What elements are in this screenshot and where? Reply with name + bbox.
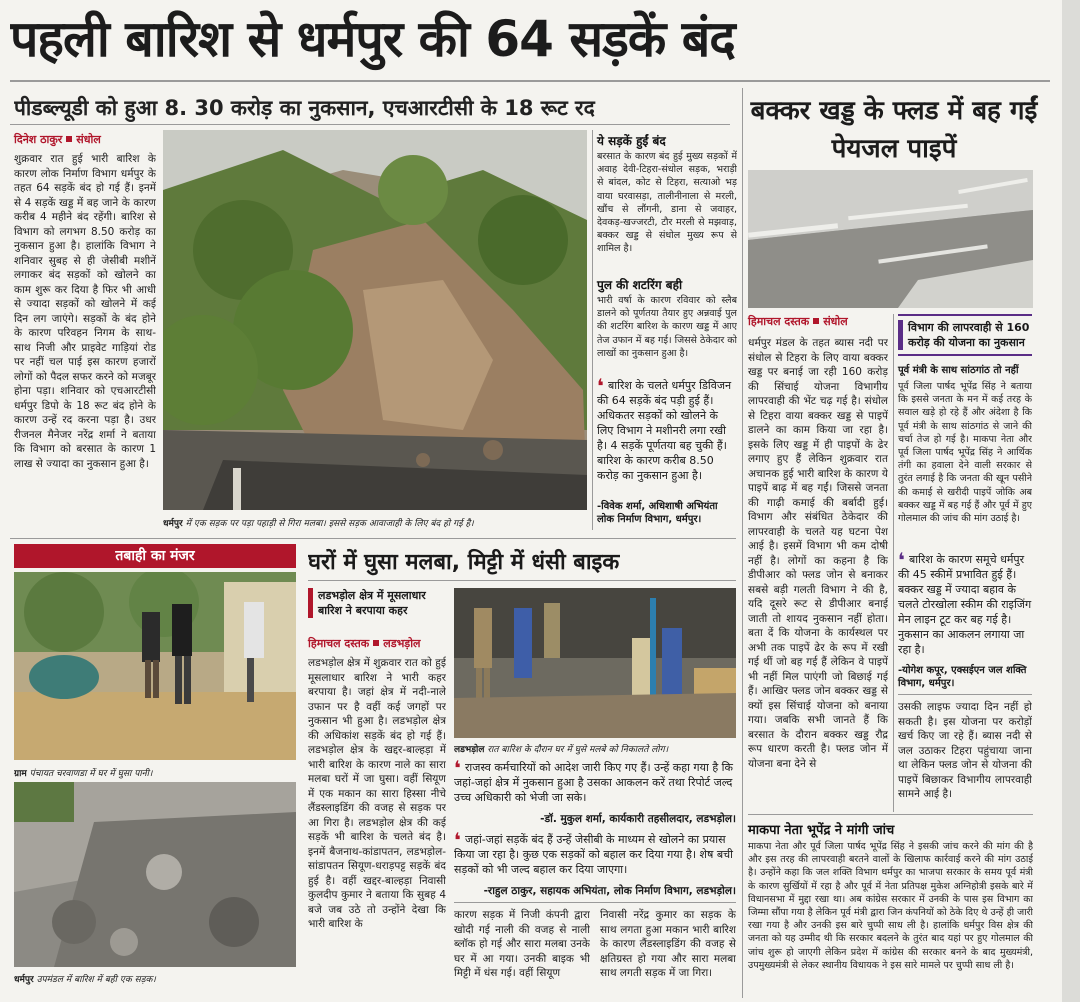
ladbhadol-col2-text: कारण सड़क में निजी कंपनी द्वारा खोदी गई नाली की वजह से नाली ब्लॉक हो गई और सारा मलबा उनके घर में आ गया। उनकी बाइक भी मिट्टी में धंस गई। वहीं सियूण (454, 909, 590, 979)
subhead-rule (10, 124, 730, 125)
box-title-rule (898, 354, 1032, 356)
photo1-caption (163, 516, 587, 529)
roads-section-title: ये सड़कें हुईं बंद (597, 134, 666, 148)
cpi-top-rule (748, 814, 1033, 815)
ladbhadol-story-text: लडभड़ोल क्षेत्र में शुक्रवार रात को हुई मूसलाधार बारिश ने भारी कहर बरपाया है। जहां क्षेत्र में नदी-नाले उफान पर है वहीं कई जगहों पर नुकसान भी हुआ है। लडभड़ोल क्षेत्र की अधिकांश सड़कें बंद हो गई हैं। लडभड़ोल क्षेत्र के खद्दर-बाल्हड़ा में भारी बारिश के कारण नाले का सारा मलबा घरों में जा घुसा। वहीं सियूण में एक मकान का सारा हिस्सा नीचे लैंडस्लाइडिंग की वजह से सड़क पर आ गिरा है। लडभड़ोल क्षेत्र की कई सड़कें भी बारिश के चलते बंद है। इनमें बैजनाथ-कांडापतन, लडभड़ोल-सांडापतन सियूण-धराड़पट्ट सड़कें बंद हुई है। वहीं खद्दर-बाल्हड़ा निवासी कुलदीप कुमार ने बताया कि सुबह 4 बजे जब उठे तो उन्होंने देखा कि भारी बारिश के (308, 657, 446, 930)
photo-flooded-house (14, 572, 296, 760)
column-separator (742, 88, 743, 998)
cpi-story-text: माकपा नेता और पूर्व जिला पार्षद भूपेंद्र सिंह ने इसकी जांच करने की मांग की है और इस तरह की लापरवाही बरतने वालों के खिलाफ कार्रवाई करने की मांग उठाई है। उन्होंने कहा कि जल शक्ति विभाग धर्मपुर का भाजपा सरकार के समय पूर्व मंत्री के कारण सुर्खियों में रहा है और पूर्व में नेता प्रतिपक्ष मुकेश अग्निहोत्री इसके बारे में विधानसभा में मुद्दा रखा था। अब कांग्रेस सरकार में उनकी के पास इस विभाग का जिम्मा सौंपा गया है लेकिन पूर्व मंत्री द्वारा जिन कंपनियों को ठेके दिए थे उन्हें ही जारी रखा गया है और उनकी इस बारे चुप्पी साध ली है। हालांकि धर्मपुर विस क्षेत्र की जनता को यह उम्मीद थी कि सरकार बदलने के तुरंत बाद यहां पर हुए गोलमाल की जांच शुरू हो जाएगी लेकिन प्रदेश में कांग्रेस की सरकार बनने के बाद मुख्यमंत्री, उपमुख्यमंत्री से लेकर स्थानीय विधायक ने इस सारे मामले पर चुप्पी साध ली है। (748, 841, 1033, 971)
caption3-text: उपमंडल में बारिश में बही एक सड़क। (36, 975, 156, 985)
photo-debris-house (454, 588, 736, 738)
box-bottom-rule (898, 694, 1032, 695)
quote-rahul (454, 832, 736, 880)
byline-square-icon (66, 136, 72, 142)
ladbhadol-byline (308, 636, 421, 651)
page-edge (1062, 0, 1080, 1002)
box-story-title: विभाग की लापरवाही से 160 करोड़ की योजना का नुकसान (898, 320, 1032, 350)
ladbhadol-kicker: लडभड़ोल क्षेत्र में मूसलाधार बारिश ने बरपाया कहर (308, 588, 446, 618)
landslide-photo-illustration (163, 130, 587, 510)
caption-place: धर्मपुर (163, 519, 183, 529)
quote-rahul-text: जहां-जहां सड़कें बंद हैं उन्हें जेसीबी के माध्यम से खोलने का प्रयास किया जा रहा है। कुछ एक सड़कों को बहाल कर दिया गया है। शेष बची सड़कों को भी जल्द बहाल कर दिया जाएगा। (454, 833, 733, 876)
ladbhadol-headline: घरों में घुसा मलबा, मिट्टी में धंसी बाइक (308, 550, 620, 575)
column-separator (893, 314, 894, 812)
byline-place: संधोल (76, 133, 101, 146)
ladbhadol-byline-square-icon (373, 640, 379, 646)
caption4-text: रात बारिश के दौरान घर में घुसे मलबे को निकालते लोग। (487, 745, 669, 755)
rahul-quote-mark-icon: ❛ (454, 832, 461, 852)
headline-rule (10, 80, 1050, 82)
side-story-headline: बक्कर खड्ड के फ्लड में बह गईं पेयजल पाइपें (750, 96, 1038, 164)
ladbhadol-byline-place: लडभड़ोल (383, 637, 421, 650)
ladbhadol-byline-name: हिमाचल दस्तक (308, 637, 370, 650)
quote-yogesh-text: बारिश के कारण समूचे धर्मपुर की 45 स्कीमें प्रभावित हुई हैं। बक्कर खड्ड में ज्यादा बहाव के चलते टोरखोला स्कीम की राइजिंग मेन लाइन टूट कर बह गई है। नुकसान का आकलन लगाया जा रहा है। (898, 553, 1032, 656)
caption2-text: पंचायत चरवाणडा में घर में घुसा पानी। (29, 769, 153, 779)
mukul-quote-mark-icon: ❛ (454, 760, 461, 780)
quote-yogesh (898, 552, 1032, 660)
washed-road-photo-illustration (14, 782, 296, 967)
quote-yogesh-signature: -योगेश कपूर, एक्सईएन जल शक्ति विभाग, धर्मपुर। (898, 665, 1027, 689)
debris-photo-illustration (454, 588, 736, 738)
tabahi-band: तबाही का मंजर (14, 544, 296, 568)
caption-text: में एक सड़क पर पड़ा पहाड़ी से गिरा मलबा। इससे सड़क आवाजाही के लिए बंद हो गई है। (185, 519, 474, 529)
subheadline: पीडब्ल्यूडी को हुआ 8. 30 करोड़ का नुकसान, एचआरटीसी के 18 रूट रद (14, 96, 595, 120)
quote-vivek-signature: -विवेक शर्मा, अधिशाषी अभियंता लोक निर्माण विभाग, धर्मपुर। (597, 501, 718, 525)
caption3-place: धर्मपुर (14, 975, 34, 985)
section-separator (10, 538, 736, 539)
bridge-section-title: पुल की शटरिंग बही (597, 278, 683, 292)
quote-mukul-text: राजस्व कर्मचारियों को आदेश जारी किए गए हैं। उन्हें कहा गया है कि जहां-जहां क्षेत्र में नुकसान हुआ है उसका आकलन करें तथा रिपोर्ट जल्द उच्च अधिकारी को भेजी जा सके। (454, 761, 733, 804)
side-byline-name: हिमाचल दस्तक (748, 315, 810, 328)
photo-washed-road (14, 782, 296, 967)
roads-section-text: बरसात के कारण बंद हुई मुख्य सड़कों में अवाह देवी-टिहरा-संधोल सड़क, भराड़ी से बांदल, कोट से टिहरा, सत्याओ भड़ वाया घरवासड़ा, तालीनीनाला से मरली, खौंच से लौंगनी, डाना से जवाहर, देवकड़-खज्जरटी, टौर मरली से मझवाड़, बक्कर खड्ड से संधोल मुख्य रूप से शामिल है। (597, 151, 737, 255)
box-continuation-text: उसकी लाइफ ज्यादा दिन नहीं हो सकती है। इस योजना पर करोड़ों खर्च किए जा रहे हैं। ब्यास नदी से जल उठाकर टिहरा पहुंचाया जाना था लेकिन फ्लड जोन से योजना की पाइपें बिछाकर विभागीय लापरवाही सामने आई है। (898, 701, 1032, 800)
quote-mark-icon: ❛ (597, 378, 604, 398)
main-story-text (14, 152, 156, 532)
box-story-text: पूर्व जिला पार्षद भूपेंद्र सिंह ने बताया कि इससे जनता के मन में कई तरह के सवाल खड़े हो रहे हैं और अंदेशा है कि पूर्व मंत्री के साथ सांठगांठ से जाने की चर्चा तेज हो गई है। माकपा नेता और पूर्व जिला पार्षद भूपेंद्र सिंह ने आर्थिक तंगी का हवाला देने वाली सरकार से तुरंत लगाई है कि जनता की खून पसीने की कमाई से खरीदी पाइपें जोकि अब बक्कर खड्ड में बह गई हैं और पूर्व में हुए गोलमाल की जांच की मांग उठाई है। (898, 381, 1032, 525)
side-story-text: धर्मपुर मंडल के तहत ब्यास नदी पर संधोल से टिहरा के लिए वाया बक्कर खड्ड पर बनाई जा रही 160 करोड़ की सिंचाई योजना विभागीय लापरवाही की भेंट चढ़ गई है। संधोल से टिहरा वाया बक्कर खड्ड से पाइपें डालने का काम किया जा रहा है। इसके लिए खड्ड में ही पाइपों के ढेर लगाए हुए हैं लेकिन शुक्रवार रात अचानक हुई भारी बारिश के कारण ये पाइपें बाढ़ में बह गईं। जिससे जनता की गाढ़ी कमाई की बर्बादी हुई। विभाग और संबंधित ठेकेदार की लापरवाही के चलते यह घटना पेश आई है। इसमें विभाग भी कम दोषी नहीं है। लोगों का कहना है कि डीपीआर को फ्लड जोन से बनाकर सबसे बड़ी गलती विभाग ने की है, यदि दूसरे रूट से डीपीआर बनाई जाती तो शायद नुकसान नहीं होता। बता दें कि योजना के कार्यस्थल पर अभी तक पाइपें ढेर के रूप में रखी गई थीं जो बह गई हैं लेकिन वे पाइपें भी नहीं मिल पाएंगी जो बिछाई गई हैं। आखिर फ्लड जोन बक्कर खड्ड से क्यों इस सिंचाई योजना को बनाया गया। जबकि सभी जानते हैं कि बरसात के दौरान बक्कर खड्ड रौद्र रूप धारण करती है। फ्लड जोन में योजना बना देने से (748, 337, 888, 770)
main-headline: पहली बारिश से धर्मपुर की 64 सड़कें बंद (10, 10, 735, 68)
photo4-caption (454, 742, 736, 755)
quote-vivek (597, 378, 737, 496)
quote-mukul (454, 760, 736, 808)
flood-photo-illustration (14, 572, 296, 760)
main-story-paragraph: शुक्रवार रात हुई भारी बारिश के कारण लोक निर्माण विभाग धर्मपुर के तहत 64 सड़कें बंद हो गई हैं। इनमें से 4 सड़कें खड्ड में बह जाने के कारण करीब 4 महीने बंद रहेंगी। बारिश से विभाग को लगभग 8.50 करोड़ का नुकसान हुआ है। हालांकि विभाग ने शनिवार सुबह से ही जेसीबी मशीनें लगाकर बंद सड़कों को खोलने का काम शुरू कर दिया है फिर भी आधी से ज्यादा सड़कों को खोलने में कई दिन लग जाएंगे। सड़कों के बंद होने के कारण परिवहन निगम के साथ-साथ निजी और प्राइवेट गाड़ियां रोड पर नहीं चल पाई इस कारण हजारों लोगों को पैदल सफर करने को मजबूर होना पड़ा। शनिवार को एचआरटीसी धर्मपुर डिपो के 18 रूट बंद होने के कारण उन्हें रद करना पड़ा है। उधर रीजनल मैनेजर नरेंद्र शर्मा ने बताया कि विभाग को बरसात के कारण 1 लाख से ज्यादा का नुकसान हुआ है। (14, 153, 156, 470)
photo-pipes (748, 170, 1033, 308)
pipes-photo-illustration (748, 170, 1033, 308)
column-separator (592, 130, 593, 530)
byline-name: दिनेश ठाकुर (14, 133, 63, 146)
side-byline-place: संधोल (823, 315, 848, 328)
caption2-place: ग्राम (14, 769, 27, 779)
photo-landslide (163, 130, 587, 510)
box-quote-mark-icon: ❛ (898, 552, 905, 572)
cpi-story-title: माकपा नेता भूपेंद्र ने मांगी जांच (748, 823, 895, 838)
quote-vivek-text: बारिश के चलते धर्मपुर डिविजन की 64 सड़कें बंद पड़ी हुई हैं। अधिकतर सड़कों को खोलने के लिए विभाग ने मशीनरी लगा रखी है। 4 सड़कें पूर्णतया बह चुकी हैं। बारिश के कारण करीब 8.50 करोड़ का नुकसान हुआ है। (597, 379, 732, 482)
photo2-caption (14, 766, 296, 779)
box-story-subtitle: पूर्व मंत्री के साथ सांठगांठ तो नहीं (898, 365, 1019, 376)
quote-rahul-signature: -राहुल ठाकुर, सहायक अभियंता, लोक निर्माण विभाग, लडभड़ोल। (483, 885, 736, 897)
main-byline (14, 132, 101, 147)
ladbhadol-headline-rule (308, 580, 736, 581)
caption4-place: लडभड़ोल (454, 745, 485, 755)
side-byline (748, 314, 848, 329)
ladbhadol-col3-text: निवासी नरेंद्र कुमार का सड़क के साथ लगता हुआ मकान भारी बारिश के कारण लैंडस्लाइडिंग की वजह से क्षतिग्रस्त हो गया और सारा मलबा साथ लगती सड़क में जा गिरा। (600, 909, 736, 979)
bridge-section-text: भारी वर्षा के कारण रविवार को स्लैब डालने को पूर्णतया तैयार हुए अन्नवाई पुल की शटरिंग बारिश के कारण खड्ड में आए तेज उफान में बह गई। जिससे ठेकेदार को लाखों का नुकसान हुआ है। (597, 295, 737, 359)
quote-bottom-rule (454, 902, 736, 903)
photo3-caption (14, 972, 296, 985)
box-top-rule (898, 314, 1032, 316)
quote-mukul-signature: -डॉ. मुकुल शर्मा, कार्यकारी तहसीलदार, लडभड़ोल। (540, 813, 736, 825)
side-byline-square-icon (813, 318, 819, 324)
